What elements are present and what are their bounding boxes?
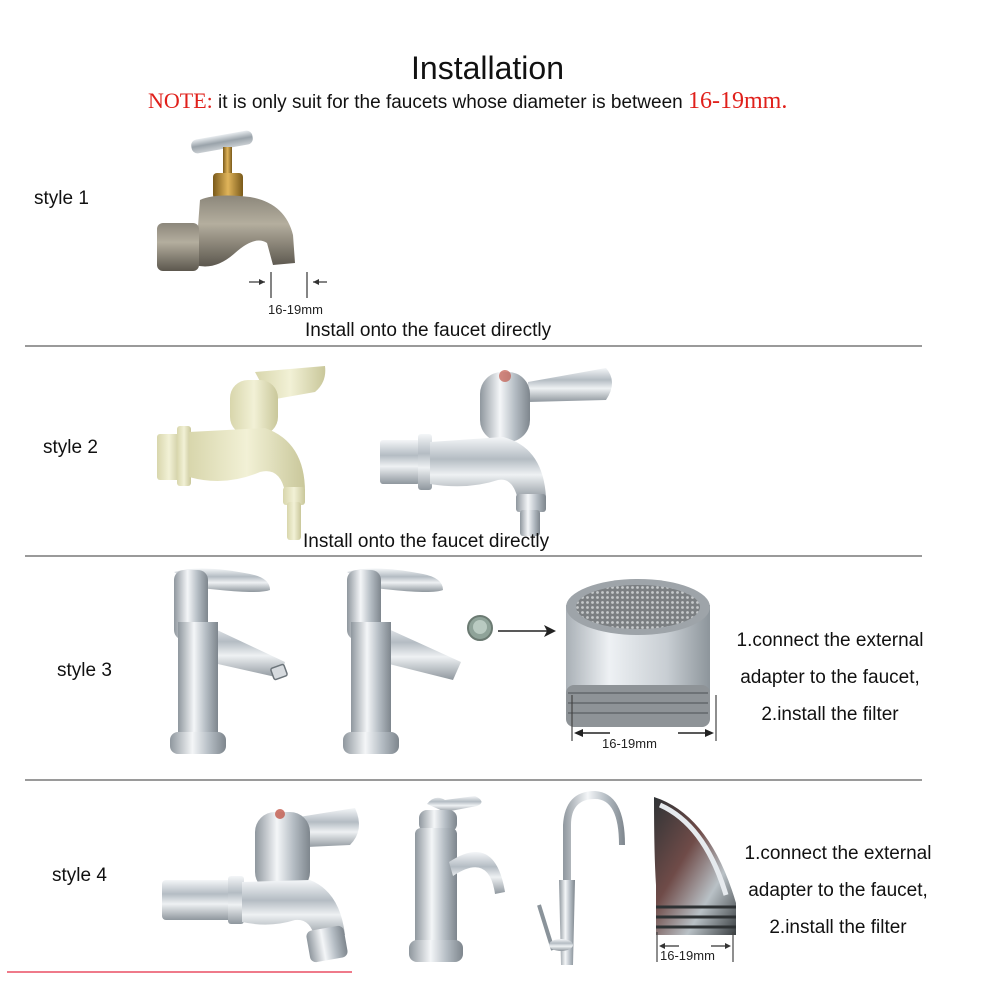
page-title: Installation bbox=[411, 50, 564, 86]
dimension-label: 16-19mm bbox=[660, 948, 715, 963]
instruction-step: adapter to the faucet, bbox=[740, 667, 920, 688]
tall-basin-faucet-icon bbox=[405, 792, 525, 967]
instruction-step: 1.connect the external bbox=[744, 843, 932, 864]
instruction-step: 2.install the filter bbox=[769, 917, 907, 938]
note-text: it is only suit for the faucets whose diameter is between bbox=[212, 92, 688, 113]
style-4-label: style 4 bbox=[52, 865, 107, 886]
dimension-label: 16-19mm bbox=[268, 302, 323, 317]
style-1-label: style 1 bbox=[34, 188, 89, 209]
instruction-step: 2.install the filter bbox=[761, 704, 899, 725]
style-4-instructions bbox=[718, 835, 958, 946]
note-prefix: NOTE: bbox=[148, 88, 213, 113]
chrome-bib-tap-icon bbox=[378, 362, 638, 537]
arrow-right-icon bbox=[498, 624, 558, 638]
accent-underline bbox=[7, 971, 352, 973]
style-1-caption: Install onto the faucet directly bbox=[305, 320, 552, 341]
basin-faucet-with-aerator-icon bbox=[160, 562, 300, 762]
compatibility-note bbox=[148, 88, 787, 115]
style-3-label: style 3 bbox=[57, 660, 112, 681]
dimension-arrows bbox=[245, 270, 325, 300]
note-range: 16-19mm. bbox=[688, 88, 788, 114]
style-3-instructions bbox=[715, 622, 945, 733]
section-divider bbox=[25, 345, 922, 347]
dimension-label: 16-19mm bbox=[602, 736, 657, 751]
instruction-step: adapter to the faucet, bbox=[748, 880, 928, 901]
section-divider bbox=[25, 555, 922, 557]
basin-faucet-icon bbox=[333, 562, 473, 762]
section-divider bbox=[25, 779, 922, 781]
plastic-bib-tap-icon bbox=[155, 362, 335, 542]
style-2-caption: Install onto the faucet directly bbox=[303, 531, 550, 552]
brass-bib-tap-icon bbox=[155, 125, 335, 285]
chrome-wall-tap-icon bbox=[160, 800, 370, 965]
aerator-filter-icon bbox=[465, 613, 495, 643]
style-2-label: style 2 bbox=[43, 437, 98, 458]
gooseneck-faucet-icon bbox=[525, 785, 635, 970]
instruction-step: 1.connect the external bbox=[736, 630, 924, 651]
